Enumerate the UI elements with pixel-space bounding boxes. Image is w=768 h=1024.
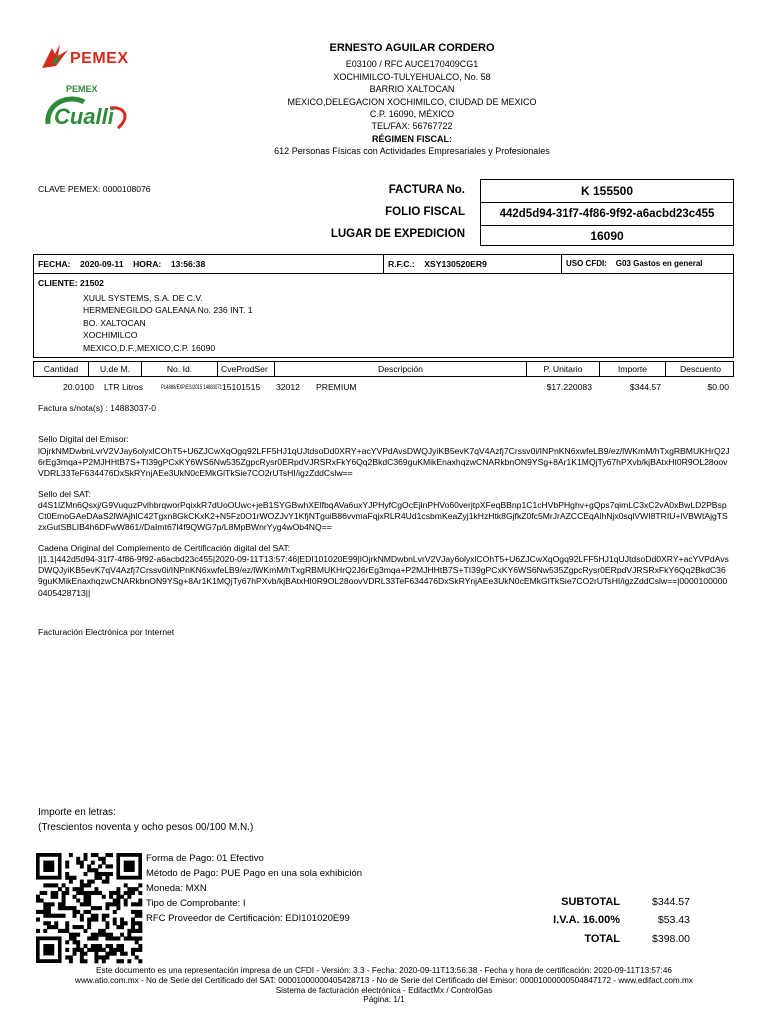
rfc-proveedor: RFC Proveedor de Certificación: EDI101020E99 [146,913,350,924]
lugar-value: 16090 [590,229,624,243]
cualli-logo [40,84,134,136]
total-value: $398.00 [652,933,690,945]
col-udem: U.de M. [89,362,142,376]
row-cantidad: 20.0100 [63,382,95,392]
lugar-label: LUGAR DE EXPEDICION [330,228,465,240]
footer-line-1: Este documento es una representación impresa de un CFDI - Versión: 3.3 - Fecha: 2020-09-11T13:56:38 - Fecha y hora de certificación: 2020-09-11T13:57:46 [96,966,672,975]
hora-value: 13:56:38 [170,259,206,269]
issuer-name: ERNESTO AGUILAR CORDERO [329,42,495,54]
fecha-value: 2020-09-11 [80,259,124,269]
col-noid: No. Id. [142,362,218,376]
importe-letras: (Trescientos noventa y ocho pesos 00/100 M.N.) [38,822,254,833]
facturacion-electronica: Facturación Electrónica por Internet [38,627,175,637]
issuer-address-1: XOCHIMILCO-TULYEHUALCO, No. 58 [333,71,491,82]
moneda: Moneda: MXN [146,883,207,894]
iva-label: I.V.A. 16.00% [553,914,620,926]
col-cantidad: Cantidad [34,362,89,376]
cadena-label: Cadena Original del Complemento de Certificación digital del SAT: [38,543,291,553]
clave-pemex: CLAVE PEMEX: 0000108076 [38,184,151,194]
row-code: 32012 [276,382,300,392]
sello-emisor-label: Sello Digital del Emisor: [38,434,129,444]
client-address-4: MEXICO,D.F.,MEXICO,C.P. 16090 [83,342,216,353]
factura-notas: Factura s/nota(s) : 14883037-0 [38,403,156,413]
issuer-tel: TEL/FAX: 56767722 [371,121,453,132]
col-importe: Importe [600,362,666,376]
pemex-logo [38,40,142,74]
qr-code [36,853,142,963]
issuer-cp: C.P. 16090, MÉXICO [369,109,455,120]
row-noid: PL4888/EXP/ES/2015 14883071 [161,383,223,391]
client-address-3: XOCHIMILCO [83,330,138,341]
metodo-pago: Método de Pago: PUE Pago en una sola exhibición [146,868,363,879]
subtotal-label: SUBTOTAL [561,896,620,908]
invoice-id-box [480,179,734,246]
sello-emisor: lOjrkNMDwbnLvrV2VJay6olyxlCOhT5+U6ZJCwXqOgq92LFF5HJ1qUJtdsoDd0XRY+acYVPdAvsDWQJyiKB5evK7qV4Azfj7Crssv0i/INPnKN6xwfeLB9/ez/lWKmM/hTxgRBMUKHrQ2J6rEg3mqa+P2MJHHtB7S+TI39gPCxKY6WS6Nw535ZgpcRysr0ERpdVJRSRxFkY6Qq2BkdC369guKMikEnaxhqzwCNARkbnON9YSg+8Ar1K1MQjTy67hPXvb/kjBAtxHI0R9OL28oovVDRL33TeF634476DxSkRYnjAEe3UkN0cEMkGlTkSie7CO2rUTsHI/igzZddCslw== [38,446,730,479]
subtotal-value: $344.57 [652,896,690,908]
issuer-address-2: BARRIO XALTOCAN [369,84,455,95]
tipo-comprobante: Tipo de Comprobante: I [146,898,246,909]
regimen-value: 612 Personas Físicas con Actividades Empresariales y Profesionales [274,146,550,157]
client-address-2: BO. XALTOCAN [83,317,146,328]
cualli-wordmark: Cualli [54,104,114,129]
sello-sat-label: Sello del SAT: [38,489,91,499]
items-table-header [33,361,734,377]
rfc-label: R.F.C.: [388,259,415,269]
iva-value: $53.43 [657,914,690,926]
col-cveprod: CveProdSer [218,362,275,376]
uso-cfdi-label: USO CFDI: [566,259,607,268]
row-cveprod: 15101515 [222,382,261,392]
factura-label: FACTURA No. [388,184,465,196]
table-row [33,382,734,396]
row-descuento: $0.00 [707,382,729,392]
folio-label: FOLIO FISCAL [385,206,465,218]
forma-pago: Forma de Pago: 01 Efectivo [146,853,264,864]
pemex-eagle-icon [38,40,72,74]
uso-cfdi-value: G03 Gastos en general [615,259,703,268]
issuer-address-3: MEXICO,DELEGACION XOCHIMILCO, CIUDAD DE MEXICO [287,96,537,107]
footer-line-3: Sistema de facturación electrónica - EdifactMx / ControlGas [275,985,493,995]
client-label: CLIENTE: 21502 [38,278,104,288]
fecha-label: FECHA: [38,259,71,269]
client-box [33,274,734,358]
total-label: TOTAL [584,933,620,945]
hora-label: HORA: [133,259,162,269]
folio-value: 442d5d94-31f7-4f86-9f92-a6acbd23c455 [481,203,733,226]
col-descripcion: Descripción [275,362,527,376]
importe-letras-label: Importe en letras: [38,807,116,818]
issuer-rfc: E03100 / RFC AUCE170409CG1 [345,59,479,70]
sello-sat: d4S1lZMn6Qsxj/G9VuquzPvlhbrqworPqixkR7dUoOUwc+jeB1SYGBwhXElfbqAVa6uxYJPHyfCgOcEjlnPHVo60verjtpXFeqBBnp1C1cHVbPHghv+gQps7qimLC3xC2vA0xBwLD2PBspCt0EmoGAeDAaS2lWAjhlC42Tgxn8GkCKxK2+N5Fz0O1rWOZJvY1KfjNTguiB86vvmaFqjxRLR4Ud1csbmKeaZyj1kHzHtk8GjfkZ0fc5MrJrAZCCEqAlhNjx0sqlVWI8TRIU+lVBWtAjgTSzxGutSBLIB4h6DFwW861//DaImt67l4f9QWG7p/L8MpBWnrYyg4wOb4NQ== [38,500,728,533]
footer-line-2: www.atio.com.mx - No de Serie del Certificado del SAT: 00001000000405428713 - No de Serie del Certificado del Emisor: 00001000000504847172 - www.edifact.com.mx [75,975,693,985]
client-address-1: HERMENEGILDO GALEANA No. 236 INT. 1 [83,305,253,316]
row-descripcion: PREMIUM [316,382,357,392]
date-rfc-row [33,254,734,274]
row-unitario: $17.220083 [546,382,592,392]
footer [0,966,768,1005]
issuer-block [200,42,624,158]
regimen-label: RÉGIMEN FISCAL: [372,133,452,144]
cadena-original: ||1.1|442d5d94-31f7-4f86-9f92-a6acbd23c455|2020-09-11T13:57:46|EDI101020E99|lOjrkNMDwbnLvrV2VJay6olyxlCOhT5+U6ZJCwXqOgq92LFF5HJ1qUJtdsoDd0XRY+acYVPdAvsDWQJyiKB5evK7qV4Azfj7Crssv0i/INPnKN6xwfeLB9/ez/lWKmM/hTxgRBMUKHrQ2J6rEg3mqa+P2MJHHtB7S+TI39gPCxKY6WS6Nw535ZgpcRysr0ERpdVJRSRxFkY6Qq2BkdC369guKMikEnaxhqzwCNARkbnON9YSg+8Ar1K1MQjTy67hPXvb/kjBAtxHI0R9OL28oovVDRL33TeF634476DxSkRYnjAEe3UkN0cEMkGlTkSie7CO2rUTsHI/igzZddCslw==|00001000000405428713|| [38,554,729,598]
row-importe: $344.57 [629,382,661,392]
col-descuento: Descuento [679,364,722,374]
pemex-wordmark: PEMEX [70,50,129,67]
cualli-pemex-label: PEMEX [66,84,98,94]
rfc-value: XSY130520ER9 [424,259,487,269]
footer-line-4: Página: 1/1 [363,995,405,1005]
factura-value: K 155500 [481,180,733,203]
col-unitario: P. Unitario [527,362,600,376]
row-udem: LTR Litros [104,382,143,392]
client-name: XUUL SYSTEMS, S.A. DE C.V. [83,293,203,303]
